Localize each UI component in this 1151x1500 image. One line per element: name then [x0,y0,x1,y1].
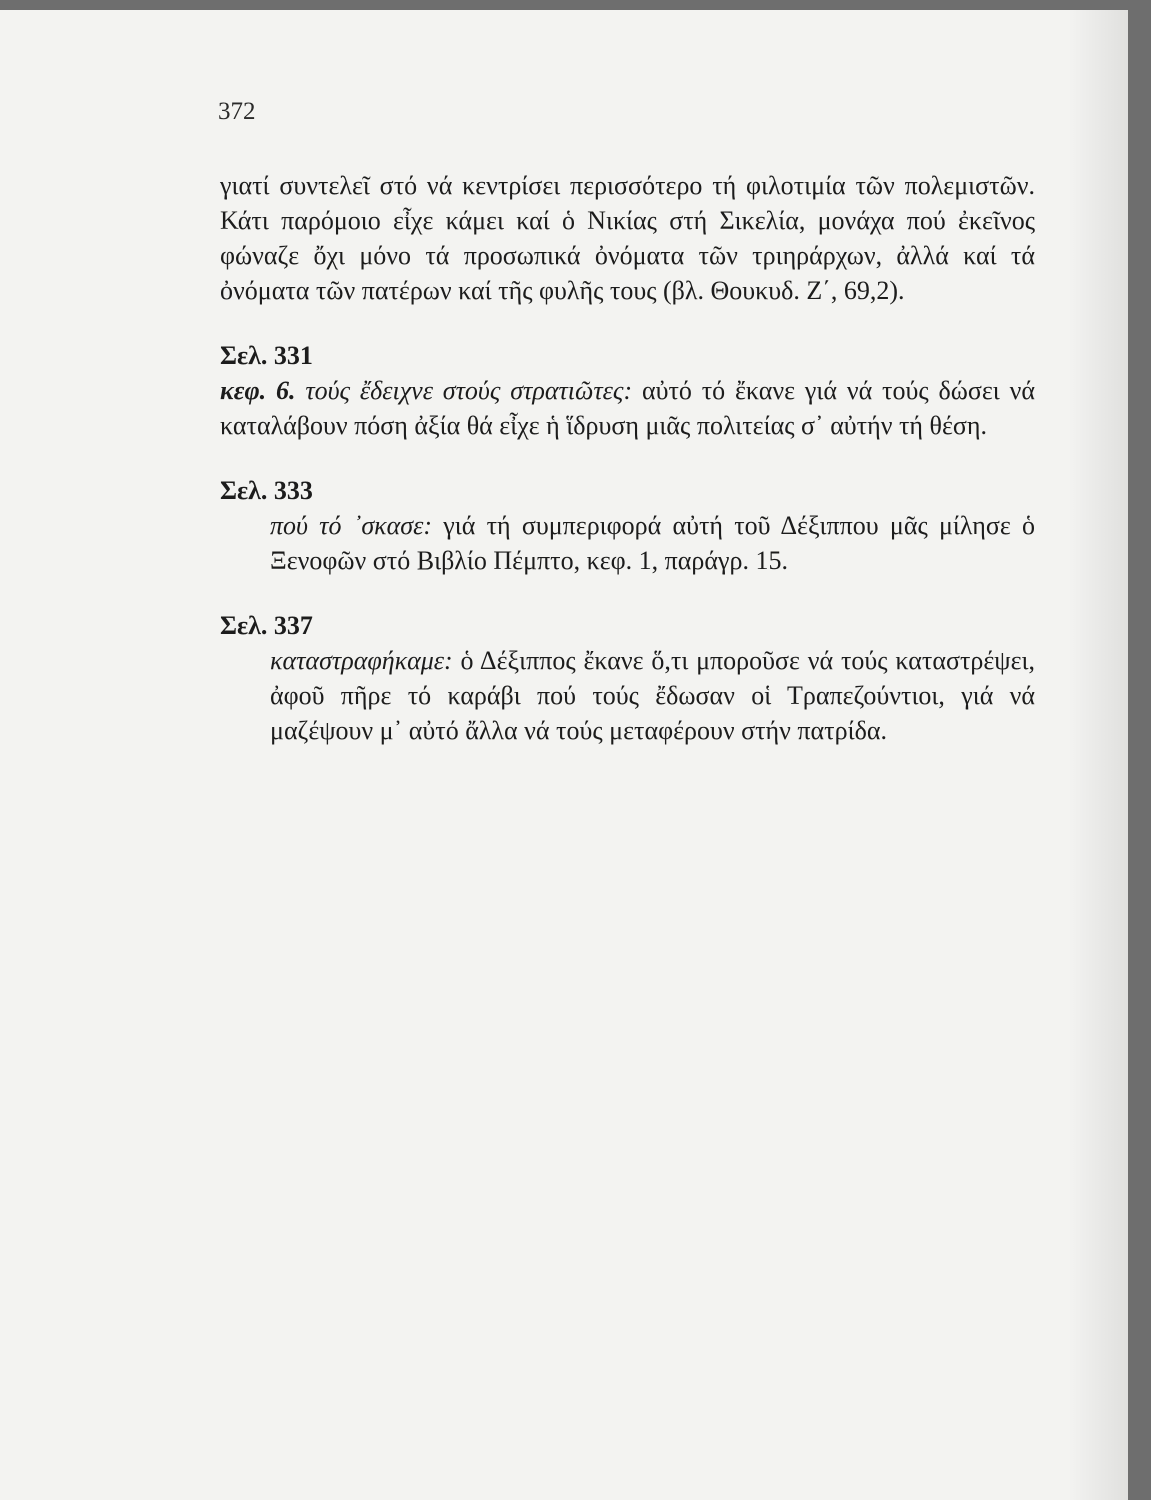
note-paragraph [220,508,1035,578]
note-section-331 [220,338,1035,443]
binding-shadow [1068,10,1128,1500]
note-term: τούς ἔδειχνε στούς στρατιῶτες: [305,376,633,405]
note-section-333 [220,473,1035,578]
note-text: γιά τή συμπεριφορά αὐτή τοῦ Δέξιππου μᾶς μίλησε ὁ Ξενοφῶν στό Βιβλίο Πέμπτο, κεφ. 1, παράγρ. 15. [270,511,1036,575]
note-text: ὁ Δέξιππος ἔκανε ὅ,τι μποροῦσε νά τούς καταστρέψει, ἀφοῦ πῆρε τό καράβι πού τούς ἔδωσαν οἱ Τραπεζούντιοι, γιά νά μαζέψουν μ᾽ αὐτό ἄλλα νά τούς μεταφέρουν στήν πατρίδα. [270,646,1035,745]
section-heading: Σελ. 331 [220,341,313,370]
note-paragraph [220,373,1035,443]
note-text: αὐτό τό ἔκανε γιά νά τούς δώσει νά καταλάβουν πόση ἀξία θά εἶχε ἡ ἵδρυση μιᾶς πολιτείας σ᾽ αὐτήν τή θέση. [220,376,1035,440]
note-term: καταστραφήκαμε: [270,646,453,675]
book-page [0,10,1128,1500]
intro-paragraph: γιατί συντελεῖ στό νά κεντρίσει περισσότερο τή φιλοτιμία τῶν πολεμιστῶν. Κάτι παρόμοιο εἶχε κάμει καί ὁ Νικίας στή Σικελία, μονάχα πού ἐκεῖνος φώναζε ὄχι μόνο τά προσωπικά ὀνόματα τῶν τριηράρχων, ἀλλά καί τά ὀνόματα τῶν πατέρων καί τῆς φυλῆς τους (βλ. Θουκυδ. Ζ΄, 69,2). [220,171,1035,305]
note-term: πού τό ᾽σκασε: [270,511,433,540]
page-content [220,168,1035,748]
section-heading: Σελ. 333 [220,476,313,505]
note-paragraph [220,643,1035,748]
page-number: 372 [218,98,256,125]
chapter-ref: κεφ. 6. [220,376,296,405]
section-heading: Σελ. 337 [220,611,313,640]
note-section-337 [220,608,1035,748]
